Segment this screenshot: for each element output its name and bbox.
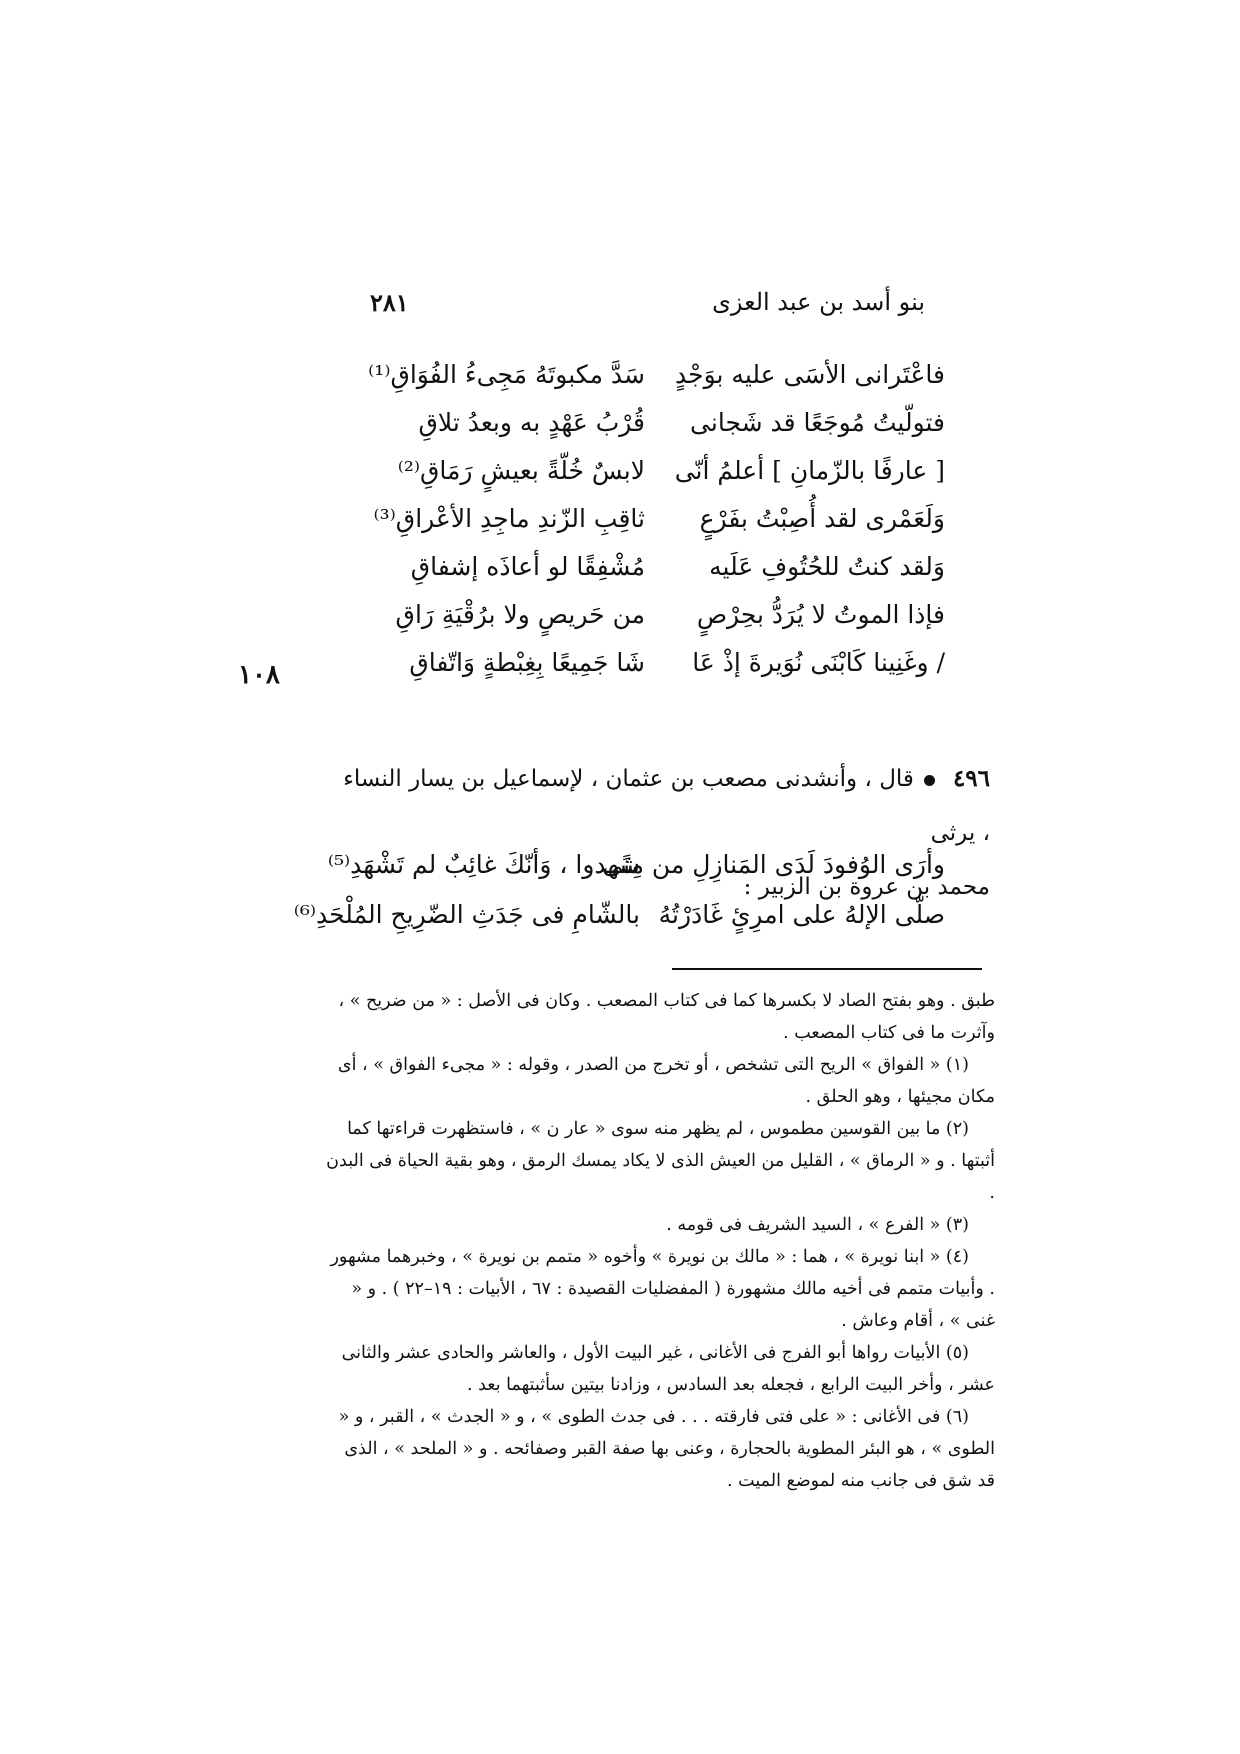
footnote-continuation: طبق . وهو بفتح الصاد لا بكسرها كما فى كتاب المصعب . وكان فى الأصل : « من ضريح » ، وآثرت ما فى كتاب المصعب . — [338, 991, 995, 1043]
verse-line — [360, 648, 945, 696]
item-intro-line-2: محمد بن عروة بن الزبير : — [743, 874, 990, 900]
verse-first-hemistich: صلّى الإلهُ على امرِئٍ غَادَرْتُهُ — [658, 900, 945, 929]
verse-line — [360, 600, 945, 648]
footnote-1: (١) « الفواق » الريح التى تشخص ، أو تخرج من الصدر ، وقوله : « مجىء الفواق » ، أى مكان مجيئها ، وهو الحلق . — [337, 1055, 995, 1107]
verse-line — [360, 456, 945, 504]
item-intro-line — [330, 752, 990, 860]
verse-second-hemistich: ثاقِبِ الزّندِ ماجِدِ الأعْراقِ⁽³⁾ — [373, 504, 645, 533]
verse-second-hemistich: مُشْفِقًا لو أعاذَه إشفاقِ — [410, 552, 645, 581]
page-number: ٢٨١ — [370, 288, 409, 317]
verse-line — [360, 504, 945, 552]
verse-first-hemistich: فتولّيتُ مُوجَعًا قد شَجانى — [690, 408, 945, 437]
verse-second-hemistich: لابسٌ خُلّةً بعيشٍ رَمَاقِ⁽²⁾ — [397, 456, 645, 485]
verse-second-hemistich: شهدوا ، وَأنّكَ غائِبٌ لم تَشْهَدِ⁽⁵⁾ — [327, 850, 640, 879]
verse-first-hemistich: وَلقد كنتُ للحُتُوفِ عَلَيه — [709, 552, 945, 581]
footnote-5: (٥) الأبيات رواها أبو الفرج فى الأغانى ، غير البيت الأول ، والعاشر والحادى عشر والثانى عشر ، وأخر البيت الرابع ، فجعله بعد السادس ، وزادنا بيتين سأثبتهما بعد . — [341, 1343, 995, 1395]
footnote-2: (٢) ما بين القوسين مطموس ، لم يظهر منه سوى « عار ن » ، فاستظهرت قراءتها كما أثبتها . و « الرماق » ، القليل من العيش الذى لا يكاد يمسك الرمق ، وهو بقية الحياة فى البدن . — [326, 1119, 995, 1203]
verse-first-hemistich: وَلَعَمْرى لقد أُصِبْتُ بفَرْعٍ — [699, 504, 945, 533]
footnote-4: (٤) « ابنا نويرة » ، هما : « مالك بن نويرة » وأخوه « متمم بن نويرة » ، وخبرهما مشهور . وأبيات متمم فى أخيه مالك مشهورة ( المفضليات القصيدة : ٦٧ ، الأبيات : ١٩–٢٢ ) . و « غنى » ، أقام وعاش . — [330, 1247, 995, 1331]
verse-second-hemistich: سَدَّ مكبوتَهُ مَجِىءُ الفُوَاقِ⁽¹⁾ — [368, 360, 645, 389]
verse-line — [293, 900, 945, 950]
poem-block-1 — [360, 360, 945, 696]
verse-second-hemistich: شَا جَمِيعًا بِغِبْطةٍ وَاتّفاقِ — [409, 648, 645, 677]
bullet-icon — [924, 775, 935, 786]
footnote-3: (٣) « الفرع » ، السيد الشريف فى قومه . — [666, 1215, 969, 1235]
page-header — [350, 288, 945, 328]
footnote-6: (٦) فى الأغانى : « على فتى فارقته . . . فى جدث الطوى » ، و « الجدث » ، القبر ، و « الطوى » ، هو البئر المطوية بالحجارة ، وعنى بها صفة القبر وصفائحه . و « الملحد » ، الذى قد شق فى جانب منه لموضع الميت . — [338, 1407, 995, 1491]
verse-first-hemistich: فإذا الموتُ لا يُرَدُّ بحِرْصٍ — [696, 600, 945, 629]
footnotes — [325, 985, 995, 1497]
verse-second-hemistich: من حَريصٍ ولا برُقْيَةِ رَاقِ — [395, 600, 645, 629]
item-number: ٤٩٦ — [952, 765, 990, 792]
footnote-divider — [672, 968, 982, 970]
verse-first-hemistich: [ عارفًا بالزّمانِ ] أعلمُ أنّى — [674, 456, 945, 485]
margin-reference-number: ١٠٨ — [238, 660, 280, 690]
verse-line — [327, 850, 945, 900]
verse-line — [360, 408, 945, 456]
verse-first-hemistich: وأرَى الوُفودَ لَدَى المَنازِلِ من مِنًى — [602, 850, 945, 879]
verse-first-hemistich: / وغَنِينا كَابْنَى نُوَيرةَ إذْ عَا — [692, 648, 945, 677]
verse-line — [360, 360, 945, 408]
item-intro-text: قال ، وأنشدنى مصعب بن عثمان ، لإسماعيل بن يسار النساء ، يرثى — [343, 766, 990, 846]
verse-line — [360, 552, 945, 600]
verse-first-hemistich: فاعْتَرانى الأسَى عليه بوَجْدٍ — [675, 360, 945, 389]
verse-second-hemistich: بالشّامِ فى جَدَثِ الضّرِيحِ المُلْحَدِ⁽⁶⁾ — [293, 900, 640, 929]
verse-second-hemistich: قُرْبُ عَهْدٍ به وبعدُ تلاقِ — [418, 408, 645, 437]
running-title: بنو أسد بن عبد العزى — [712, 288, 925, 316]
poem-block-2 — [293, 850, 945, 950]
